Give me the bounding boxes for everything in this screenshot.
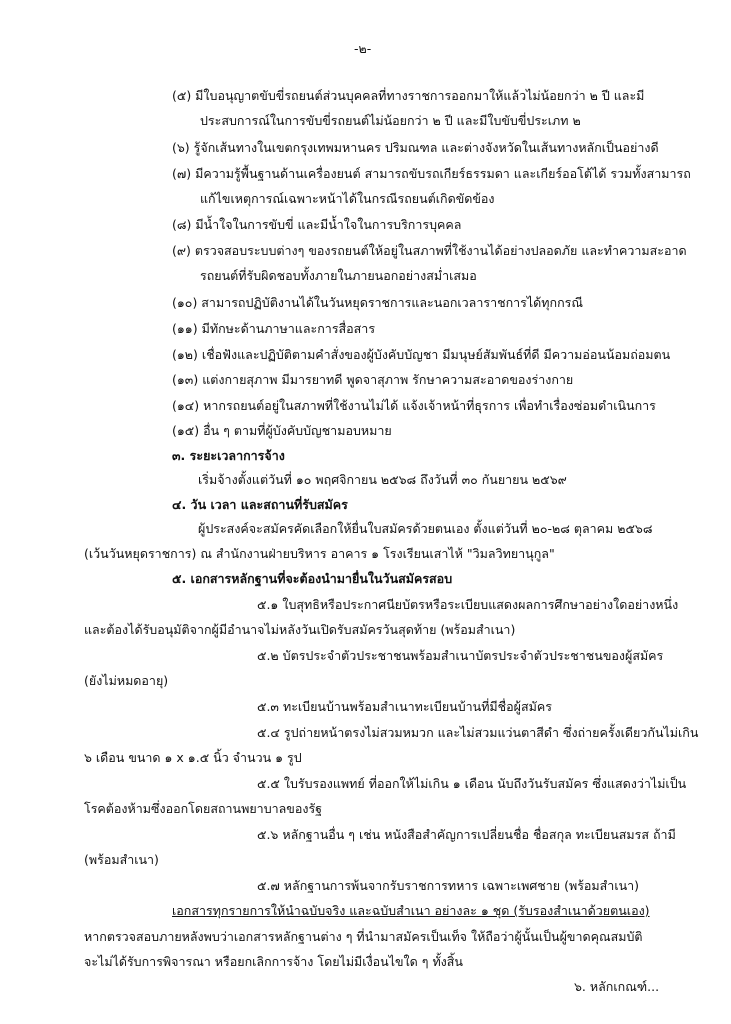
item-9-line-1: (๙) ตรวจสอบระบบต่างๆ ของรถยนต์ให้อยู่ในสภาพที่ใช้งานได้อย่างปลอดภัย และทำความสะอาด: [172, 243, 687, 258]
item-5-1-line-2: และต้องได้รับอนุมัติจากผู้มีอำนาจไม่หลังวันเปิดรับสมัครวันสุดท้าย (พร้อมสำเนา): [84, 622, 516, 637]
section-4-line-2: (เว้นวันหยุดราชการ) ณ สำนักงานฝ่ายบริหาร อาคาร ๑ โรงเรียนเสาไห้ "วิมลวิทยานุกูล": [84, 546, 555, 561]
item-5-line-2: ประสบการณ์ในการขับขี่รถยนต์ไม่น้อยกว่า ๒ ปี และมีใบขับขี่ประเภท ๒: [200, 113, 581, 128]
item-5-3: ๕.๓ ทะเบียนบ้านพร้อมสำเนาทะเบียนบ้านที่มีชื่อผู้สมัคร: [257, 699, 552, 714]
item-5-2-line-2: (ยังไม่หมดอายุ): [84, 673, 169, 688]
item-11: (๑๑) มีทักษะด้านภาษาและการสื่อสาร: [172, 321, 376, 336]
item-5-4-line-2: ๖ เดือน ขนาด ๑ x ๑.๕ นิ้ว จำนวน ๑ รูป: [84, 750, 302, 765]
page-number: -๒-: [354, 41, 372, 56]
item-8: (๘) มีน้ำใจในการขับขี่ และมีน้ำใจในการบริการบุคคล: [172, 217, 462, 232]
continuation-marker: ๖. หลักเกณฑ์...: [574, 979, 660, 994]
item-6: (๖) รู้จักเส้นทางในเขตกรุงเทพมหานคร ปริมณฑล และต่างจังหวัดในเส้นทางหลักเป็นอย่างดี: [172, 140, 659, 155]
item-13: (๑๓) แต่งกายสุภาพ มีมารยาทดี พูดจาสุภาพ รักษาความสะอาดของร่างกาย: [172, 372, 574, 387]
item-5-6-line-2: (พร้อมสำเนา): [84, 852, 159, 867]
item-15: (๑๕) อื่น ๆ ตามที่ผู้บังคับบัญชามอบหมาย: [172, 423, 392, 438]
item-5-1-line-1: ๕.๑ ใบสุทธิหรือประกาศนียบัตรหรือระเบียบแสดงผลการศึกษาอย่างใดอย่างหนึ่ง: [257, 597, 679, 612]
section-3-heading: ๓. ระยะเวลาการจ้าง: [172, 448, 285, 463]
item-5-2-line-1: ๕.๒ บัตรประจำตัวประชาชนพร้อมสำเนาบัตรประจำตัวประชาชนของผู้สมัคร: [257, 648, 664, 663]
warning-line-2: จะไม่ได้รับการพิจารณา หรือยกเลิกการจ้าง โดยไม่มีเงื่อนไขใด ๆ ทั้งสิ้น: [84, 954, 463, 969]
item-5-5-line-2: โรคต้องห้ามซึ่งออกโดยสถานพยาบาลของรัฐ: [84, 801, 323, 816]
item-14: (๑๔) หากรถยนต์อยู่ในสภาพที่ใช้งานไม่ได้ แจ้งเจ้าหน้าที่ธุรการ เพื่อทำเรื่องซ่อมดำเนินการ: [172, 398, 656, 413]
item-5-5-line-1: ๕.๕ ใบรับรองแพทย์ ที่ออกให้ไม่เกิน ๑ เดือน นับถึงวันรับสมัคร ซึ่งแสดงว่าไม่เป็น: [257, 776, 687, 791]
section-5-heading: ๕. เอกสารหลักฐานที่จะต้องนำมายื่นในวันสมัครสอบ: [172, 571, 453, 586]
item-9-line-2: รถยนต์ที่รับผิดชอบทั้งภายในภายนอกอย่างสม่ำเสมอ: [200, 268, 477, 283]
item-7-line-2: แก้ไขเหตุการณ์เฉพาะหน้าได้ในกรณีรถยนต์เกิดขัดข้อง: [200, 191, 495, 206]
section-4-heading: ๔. วัน เวลา และสถานที่รับสมัคร: [172, 497, 348, 512]
item-5-7: ๕.๗ หลักฐานการพ้นจากรับราชการทหาร เฉพาะเพศชาย (พร้อมสำเนา): [257, 878, 640, 893]
item-5-6-line-1: ๕.๖ หลักฐานอื่น ๆ เช่น หนังสือสำคัญการเปลี่ยนชื่อ ชื่อสกุล ทะเบียนสมรส ถ้ามี: [257, 827, 676, 842]
item-5-line-1: (๕) มีใบอนุญาตขับขี่รถยนต์ส่วนบุคคลที่ทางราชการออกมาให้แล้วไม่น้อยกว่า ๒ ปี และมี: [172, 88, 645, 103]
item-5-4-line-1: ๕.๔ รูปถ่ายหน้าตรงไม่สวมหมวก และไม่สวมแว่นตาสีดำ ซึ่งถ่ายครั้งเดียวกันไม่เกิน: [257, 725, 699, 740]
warning-line-1: หากตรวจสอบภายหลังพบว่าเอกสารหลักฐานต่าง ๆ ที่นำมาสมัครเป็นเท็จ ให้ถือว่าผู้นั้นเป็นผู้ขาดคุณสมบัติ: [84, 929, 643, 944]
section-4-line-1: ผู้ประสงค์จะสมัครคัดเลือกให้ยื่นใบสมัครด้วยตนเอง ตั้งแต่วันที่ ๒๐-๒๘ ตุลาคม ๒๕๖๘: [198, 521, 653, 536]
item-10: (๑๐) สามารถปฏิบัติงานได้ในวันหยุดราชการและนอกเวลาราชการได้ทุกกรณี: [172, 295, 583, 310]
documents-note: เอกสารทุกรายการให้นำฉบับจริง และฉบับสำเนา อย่างละ ๑ ชุด (รับรองสำเนาด้วยตนเอง): [172, 903, 650, 918]
item-12: (๑๒) เชื่อฟังและปฏิบัติตามคำสั่งของผู้บังคับบัญชา มีมนุษย์สัมพันธ์ที่ดี มีความอ่อนน้อมถ่อมตน: [172, 347, 671, 362]
section-3-body: เริ่มจ้างตั้งแต่วันที่ ๑๐ พฤศจิกายน ๒๕๖๘ ถึงวันที่ ๓๐ กันยายน ๒๕๖๙: [198, 472, 567, 487]
item-7-line-1: (๗) มีความรู้พื้นฐานด้านเครื่องยนต์ สามารถขับรถเกียร์ธรรมดา และเกียร์ออโต้ได้ รวมทั้งสามารถ: [172, 166, 691, 181]
